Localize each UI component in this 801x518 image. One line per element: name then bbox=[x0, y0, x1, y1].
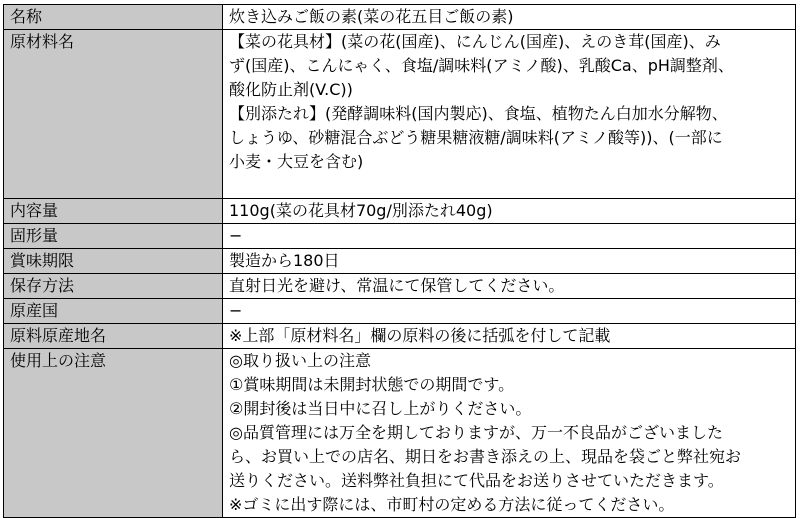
table-row-ingredients bbox=[4, 30, 796, 199]
value-line-part: ◎品質管理には万全を期しておりますが、万一不良品がございまし bbox=[229, 423, 707, 442]
row-label: 使用上の注意 bbox=[4, 349, 223, 518]
value-line: ※上部「原材料名」欄の原料の後に括弧を付して記載 bbox=[229, 326, 611, 345]
value-line: 製造から180日 bbox=[229, 251, 340, 270]
value-line: 【別添たれ】(発酵調味料(国内製応)、食塩、植物たん白加水分解物、 bbox=[229, 104, 728, 123]
table-row-storage bbox=[4, 274, 796, 299]
value-line: ②開封後は当日中に召し上がりください。 bbox=[229, 399, 532, 418]
value-line: しょうゆ、砂糖混合ぶどう糖果糖液糖/調味料(アミノ酸等))、(一部に bbox=[229, 128, 723, 147]
row-label: 原材料名 bbox=[4, 30, 223, 199]
value-line: 110g(菜の花具材70g/別添たれ40g) bbox=[229, 201, 493, 220]
value-line: 小麦・大豆を含む) bbox=[229, 152, 364, 171]
value-line: ◎取り扱い上の注意 bbox=[229, 351, 371, 370]
row-label: 原料原産地名 bbox=[4, 324, 223, 349]
table-row-origin-country bbox=[4, 299, 796, 324]
value-line-part: た bbox=[706, 423, 723, 442]
row-label: 原産国 bbox=[4, 299, 223, 324]
row-value bbox=[223, 199, 796, 224]
value-line: ず(国産)、こんにゃく、食塩/調味料(アミノ酸)、乳酸Ca、pH調整剤、 bbox=[229, 56, 734, 75]
value-line: ら、お買い上での店名、期日をお書き添えの上、現品を袋ごと弊社宛お bbox=[229, 447, 742, 466]
value-line: − bbox=[229, 226, 243, 245]
row-label: 固形量 bbox=[4, 224, 223, 249]
table-row-content-amount bbox=[4, 199, 796, 224]
row-label: 名称 bbox=[4, 5, 223, 30]
value-line: 送りください。送料弊社負担にて代品をお送りさせていただきます。 bbox=[229, 471, 724, 490]
table-row-name bbox=[4, 5, 796, 30]
value-line bbox=[229, 421, 795, 445]
value-line: ※ゴミに出す際には、市町村の定める方法に従ってください。 bbox=[229, 495, 675, 514]
value-line: ①賞味期間は未開封状態での期間です。 bbox=[229, 375, 515, 394]
table-row-solid-amount bbox=[4, 224, 796, 249]
product-spec-table bbox=[3, 4, 796, 518]
row-value bbox=[223, 324, 796, 349]
value-line: 酸化防止剤(V.C)) bbox=[229, 80, 353, 99]
row-label: 保存方法 bbox=[4, 274, 223, 299]
row-label: 内容量 bbox=[4, 199, 223, 224]
value-line-blank bbox=[229, 174, 795, 198]
row-value bbox=[223, 274, 796, 299]
table-row-best-before bbox=[4, 249, 796, 274]
row-label: 賞味期限 bbox=[4, 249, 223, 274]
row-value bbox=[223, 5, 796, 30]
value-line: 直射日光を避け、常温にて保管してください。 bbox=[229, 276, 565, 295]
value-line: 【菜の花具材】(菜の花(国産)、にんじん(国産)、えのき茸(国産)、み bbox=[229, 32, 721, 51]
row-value bbox=[223, 224, 796, 249]
row-value bbox=[223, 299, 796, 324]
table-row-ingredient-origin bbox=[4, 324, 796, 349]
row-value bbox=[223, 30, 796, 199]
value-line: − bbox=[229, 301, 243, 320]
value-line: 炊き込みご飯の素(菜の花五目ご飯の素) bbox=[229, 7, 514, 26]
row-value bbox=[223, 349, 796, 518]
table-row-usage-notes bbox=[4, 349, 796, 518]
row-value bbox=[223, 249, 796, 274]
